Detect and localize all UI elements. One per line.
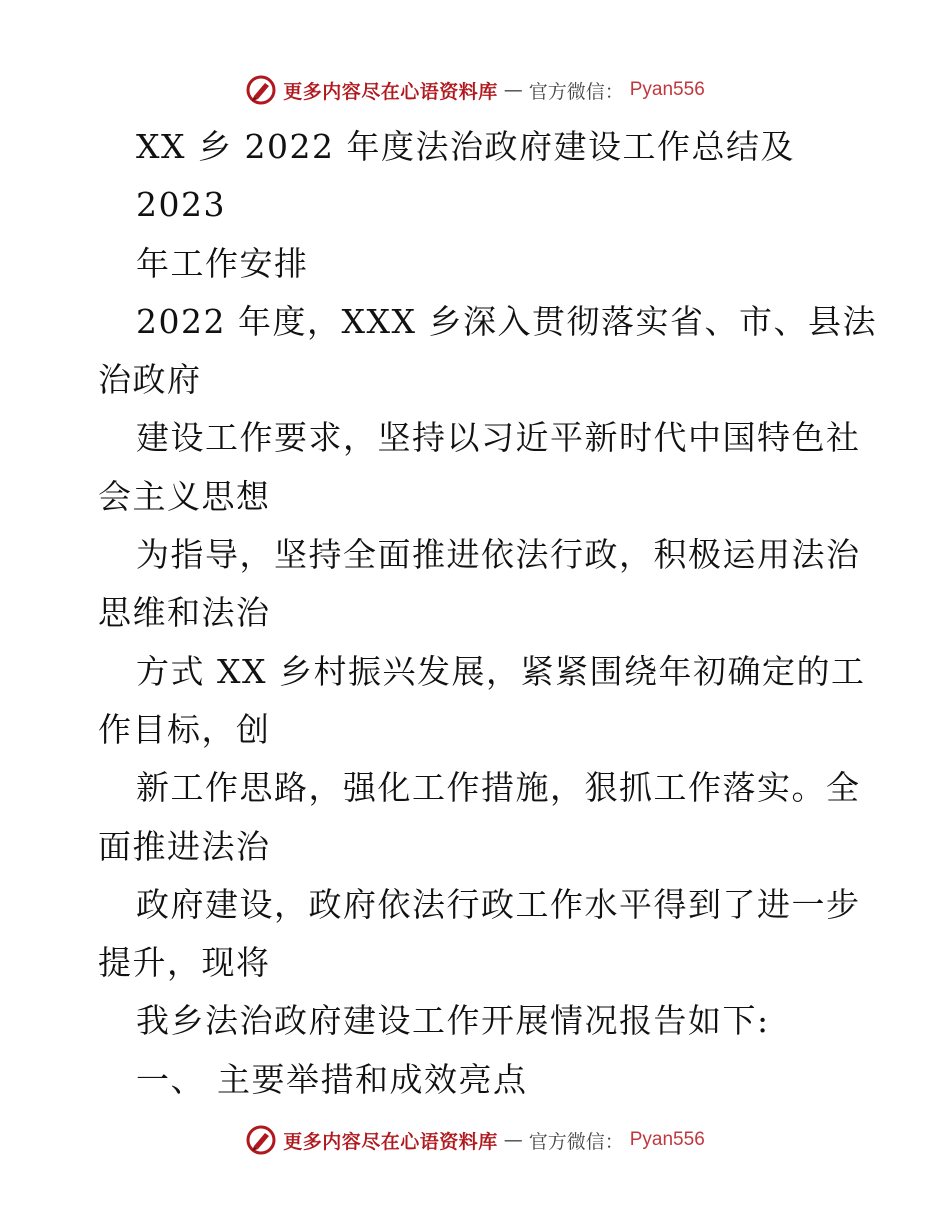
watermark-text: 更多内容尽在心语资料库	[283, 1130, 498, 1153]
document-title-line-1: XX 乡 2022 年度法治政府建设工作总结及	[136, 127, 795, 166]
paragraph-line: 作目标，创	[98, 709, 271, 749]
paragraph-line: 政府建设，政府依法行政工作水平得到了进一步	[136, 884, 861, 924]
paragraph-line: 建设工作要求，坚持以习近平新时代中国特色社	[136, 418, 861, 458]
paragraph-line: 会主义思想	[98, 476, 271, 516]
red-circle-pen-logo-icon	[245, 1124, 277, 1156]
red-circle-pen-logo-icon	[245, 74, 277, 106]
paragraph-line: 治政府	[98, 360, 202, 400]
document-title-line-2: 2023	[136, 185, 226, 225]
watermark-suffix: 官方微信：	[528, 80, 624, 103]
watermark-wechat-id: Pyan556	[629, 1129, 705, 1150]
watermark-separator: —	[503, 79, 523, 101]
section-heading: 一、 主要举措和成效亮点	[136, 1059, 528, 1099]
paragraph-line: 为指导，坚持全面推进依法行政，积极运用法治	[136, 535, 861, 575]
paragraph-line: 思维和法治	[98, 593, 271, 633]
paragraph-line: 我乡法治政府建设工作开展情况报告如下:	[136, 1001, 770, 1041]
watermark-separator: —	[503, 1129, 523, 1151]
watermark-wechat-id: Pyan556	[629, 79, 705, 100]
paragraph-line: 方式 XX 乡村振兴发展，紧紧围绕年初确定的工	[136, 651, 866, 691]
paragraph-line: 提升，现将	[98, 943, 271, 983]
paragraph-line: 新工作思路，强化工作措施，狠抓工作落实。全	[136, 768, 861, 808]
watermark-banner-top	[0, 72, 950, 108]
watermark-text: 更多内容尽在心语资料库	[283, 80, 498, 103]
document-title-line-3: 年工作安排	[136, 243, 309, 283]
watermark-suffix: 官方微信：	[528, 1130, 624, 1153]
watermark-banner-bottom	[0, 1122, 950, 1158]
document-body	[98, 118, 877, 1109]
paragraph-line: 面推进法治	[98, 826, 271, 866]
paragraph-line: 2022 年度，XXX 乡深入贯彻落实省、市、县法	[136, 301, 877, 341]
